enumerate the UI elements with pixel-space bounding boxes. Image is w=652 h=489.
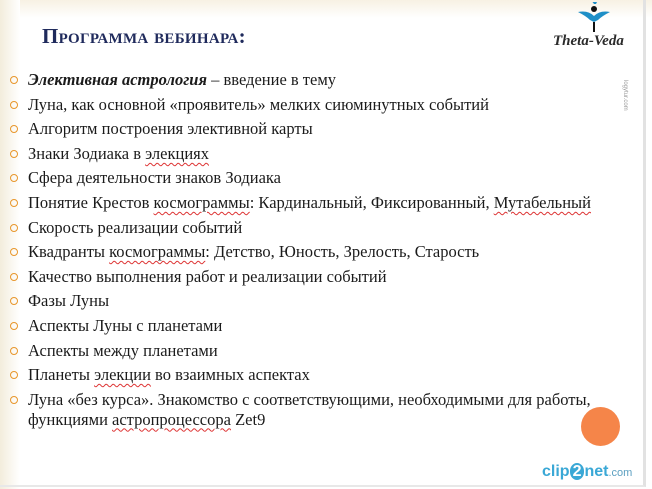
agenda-item	[10, 365, 642, 385]
agenda-item	[10, 242, 642, 262]
agenda-item-text: – введение в тему	[206, 70, 337, 89]
bullet-icon	[10, 101, 18, 109]
agenda-item-text: Знаки Зодиака в	[28, 143, 146, 163]
agenda-item	[10, 119, 642, 139]
agenda-item-text: : Кардинальный, Фиксированный,	[249, 192, 494, 212]
bullet-icon	[10, 273, 18, 281]
bullet-icon	[10, 174, 18, 182]
agenda-item-text: космограммы	[153, 192, 250, 212]
agenda-item-text: Аспекты между планетами	[28, 340, 218, 360]
agenda-item	[10, 70, 642, 90]
agenda-item-text: Сфера деятельности знаков Зодиака	[28, 168, 281, 188]
agenda-item	[10, 144, 642, 164]
bullet-icon	[10, 76, 18, 84]
agenda-item	[10, 218, 642, 238]
bullet-icon	[10, 224, 18, 232]
agenda-item-text: элекции	[94, 365, 151, 385]
bullet-icon	[10, 347, 18, 355]
agenda-item	[10, 390, 642, 430]
agenda-item-text: космограммы	[109, 242, 206, 262]
agenda-item	[10, 193, 642, 213]
bullet-icon	[10, 297, 18, 305]
bullet-icon	[10, 248, 18, 256]
agenda-item-text: Мутабельный	[493, 192, 591, 212]
agenda-item-text: Скорость реализации событий	[28, 217, 243, 237]
agenda-list	[10, 70, 642, 434]
agenda-item-text: : Детство, Юность, Зрелость, Старость	[205, 242, 480, 262]
watermark: clip 2 net.com	[542, 463, 633, 480]
slide-title: Программа вебинара:	[42, 24, 246, 48]
bullet-icon	[10, 125, 18, 133]
cursor-highlight	[581, 407, 620, 446]
agenda-item-text: Понятие Крестов	[28, 192, 154, 212]
agenda-item	[10, 341, 642, 361]
agenda-item	[10, 291, 642, 311]
agenda-item-text: Алгоритм построения элективной карты	[28, 119, 313, 139]
agenda-item-text: Планеты	[28, 365, 95, 385]
agenda-item-text: Квадранты	[28, 242, 110, 262]
bullet-icon	[10, 396, 18, 404]
agenda-item	[10, 267, 642, 287]
bullet-icon	[10, 322, 18, 330]
bird-icon	[578, 2, 610, 32]
agenda-item-text: Аспекты Луны с планетами	[28, 315, 223, 335]
agenda-item-text: Элективная астрология	[28, 70, 207, 89]
agenda-item	[10, 316, 642, 336]
agenda-item-text: Фазы Луны	[28, 291, 110, 311]
agenda-item-text: Качество выполнения работ и реализации событий	[28, 266, 387, 286]
bullet-icon	[10, 199, 18, 207]
logo-text: Theta-Veda	[553, 33, 624, 49]
agenda-item	[10, 168, 642, 188]
bullet-icon	[10, 371, 18, 379]
agenda-item-text: во взаимных аспектах	[150, 365, 310, 385]
side-url: logytur.com	[622, 80, 628, 111]
agenda-item-text: астропроцессора	[112, 409, 231, 429]
bullet-icon	[10, 150, 18, 158]
agenda-item-text: Луна «без курса». Знакомство с соответствующими, необходимыми для работы, функциями	[28, 389, 591, 429]
agenda-item-text: элекциях	[145, 143, 209, 163]
agenda-item	[10, 95, 642, 115]
agenda-item-text: Луна, как основной «проявитель» мелких сиюминутных событий	[28, 94, 489, 114]
agenda-item-text: Zet9	[230, 409, 266, 429]
